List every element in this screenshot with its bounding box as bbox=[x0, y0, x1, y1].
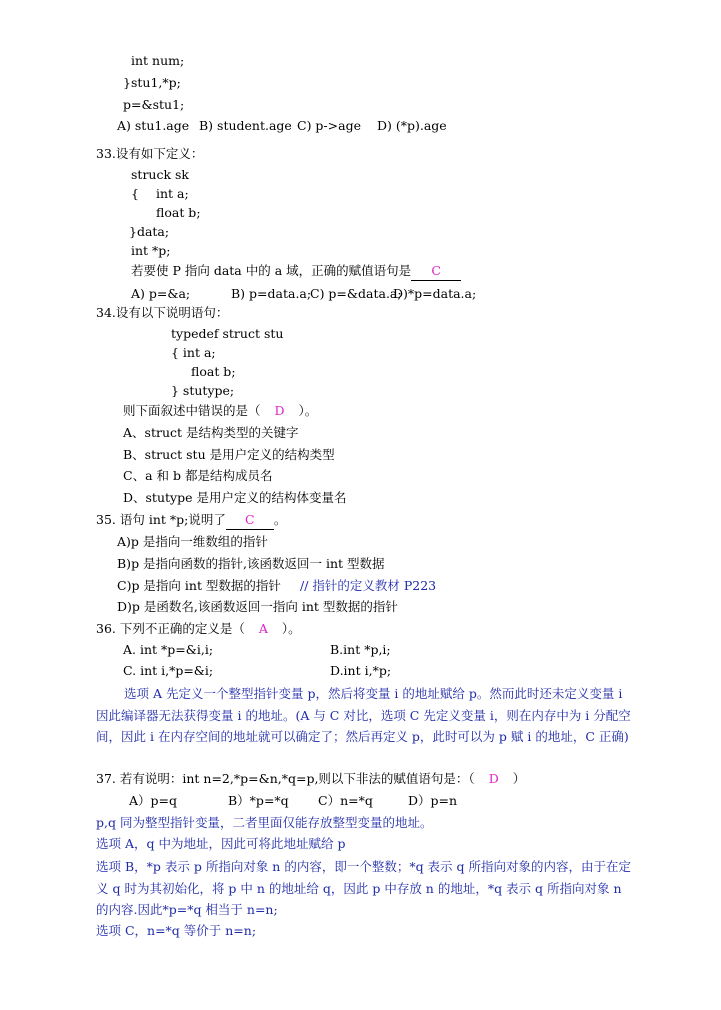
q36-option-d: D.int i,*p; bbox=[330, 663, 392, 678]
q34-option-b: B、struct stu 是用户定义的结构类型 bbox=[123, 447, 335, 462]
q37-option-c: C）n=*q bbox=[318, 793, 373, 808]
q33-option-a: A) p=&a; bbox=[131, 286, 191, 301]
q32-option-a: A) stu1.age bbox=[117, 118, 190, 133]
q36-option-b: B.int *p,i; bbox=[330, 642, 391, 657]
q34-option-a: A、struct 是结构类型的关键字 bbox=[123, 425, 299, 440]
q34-code-line-3: float b; bbox=[191, 364, 236, 379]
q35-option-b: B)p 是指向函数的指针,该函数返回一 int 型数据 bbox=[117, 556, 385, 571]
q32-code-line-1: int num; bbox=[131, 53, 185, 68]
q35-option-a: A)p 是指向一维数组的指针 bbox=[117, 534, 268, 549]
q34-stem-after: ）。 bbox=[298, 403, 318, 418]
q34-answer: D bbox=[274, 403, 285, 418]
q33-answer: C bbox=[411, 262, 461, 281]
q32-option-c: C) p->age bbox=[297, 118, 361, 133]
q37-explanation-3: 选项 B，*p 表示 p 所指向对象 n 的内容，即一个整数；*q 表示 q 所指向对象的内容，由于在定义 q 时为其初始化，将 p 中 n 的地址给 q，因此 p 中存放 n 的地址，*q 表示 q 所指向对象 n 的内容.因此*p=*q 相当于 n=n; bbox=[96, 859, 632, 917]
q35-title bbox=[96, 511, 286, 530]
q35-title-after: 。 bbox=[273, 512, 287, 527]
q37-title bbox=[96, 770, 525, 788]
q33-option-c: C) p=&data.a; bbox=[310, 286, 402, 301]
q37-title-before: 37. 若有说明：int n=2,*p=&n,*q=p,则以下非法的赋值语句是：（ bbox=[96, 771, 475, 786]
q34-option-d: D、stutype 是用户定义的结构体变量名 bbox=[123, 490, 347, 505]
q34-stem-before: 则下面叙述中错误的是（ bbox=[123, 403, 261, 418]
q37-explanation-1: p,q 同为整型指针变量，二者里面仅能存放整型变量的地址。 bbox=[96, 815, 433, 830]
q37-answer: D bbox=[488, 771, 499, 786]
q34-code-line-2: { int a; bbox=[171, 345, 216, 360]
q34-code-line-4: } stutype; bbox=[171, 383, 235, 398]
q33-option-d: D)*p=data.a; bbox=[393, 286, 477, 301]
q33-stem-text: 若要使 P 指向 data 中的 a 域，正确的赋值语句是 bbox=[131, 263, 412, 278]
q35-option-d: D)p 是函数名,该函数返回一指向 int 型数据的指针 bbox=[117, 599, 398, 614]
q33-option-b: B) p=data.a; bbox=[231, 286, 312, 301]
q37-option-b: B）*p=*q bbox=[228, 793, 289, 808]
q37-option-d: D）p=n bbox=[408, 793, 458, 808]
q35-title-before: 35. 语句 int *p;说明了 bbox=[96, 512, 226, 527]
q36-option-c: C. int i,*p=&i; bbox=[123, 663, 214, 678]
q32-code-line-3: p=&stu1; bbox=[123, 97, 185, 112]
q34-option-c: C、a 和 b 都是结构成员名 bbox=[123, 468, 273, 483]
q34-title: 34.设有以下说明语句： bbox=[96, 305, 229, 320]
q37-option-a: A）p=q bbox=[129, 793, 178, 808]
q33-code-line-5: }data; bbox=[129, 224, 170, 239]
q33-title: 33.设有如下定义： bbox=[96, 146, 204, 161]
q36-explanation: 选项 A 先定义一个整型指针变量 p，然后将变量 i 的地址赋给 p。然而此时还未定义变量 i 因此编译器无法获得变量 i 的地址。(A 与 C 对比，选项 C 先定义变量 i，则在内存中为 i 分配空间，因此 i 在内存空间的地址就可以确定了；然后再定义 p，此时可以为 p 赋 i 的地址，C 正确) bbox=[96, 686, 631, 744]
q34-stem bbox=[123, 402, 317, 420]
q32-code-line-2: }stu1,*p; bbox=[123, 75, 181, 90]
q33-stem bbox=[131, 262, 461, 281]
q35-option-c: C)p 是指向 int 型数据的指针 bbox=[117, 578, 281, 593]
q34-code-line-1: typedef struct stu bbox=[171, 326, 284, 341]
q36-title bbox=[96, 620, 301, 638]
q33-code-line-3: int a; bbox=[156, 186, 189, 201]
q36-title-before: 36. 下列不正确的定义是（ bbox=[96, 621, 245, 636]
q36-title-after: ）。 bbox=[281, 621, 301, 636]
q33-code-line-6: int *p; bbox=[131, 243, 171, 258]
q33-code-line-4: float b; bbox=[156, 205, 201, 220]
q35-answer: C bbox=[226, 511, 274, 530]
q36-answer: A bbox=[258, 621, 268, 636]
q33-code-line-2: { bbox=[131, 186, 139, 201]
q36-option-a: A. int *p=&i,i; bbox=[123, 642, 214, 657]
q32-option-d: D) (*p).age bbox=[377, 118, 447, 133]
q33-code-line-1: struck sk bbox=[131, 167, 190, 182]
q37-title-after: ） bbox=[512, 771, 526, 786]
q37-explanation-2: 选项 A，q 中为地址，因此可将此地址赋给 p bbox=[96, 836, 346, 851]
q37-explanation-4: 选项 C，n=*q 等价于 n=n; bbox=[96, 923, 257, 938]
q35-option-c-note: // 指针的定义教材 P223 bbox=[300, 578, 437, 593]
q32-option-b: B) student.age bbox=[199, 118, 292, 133]
